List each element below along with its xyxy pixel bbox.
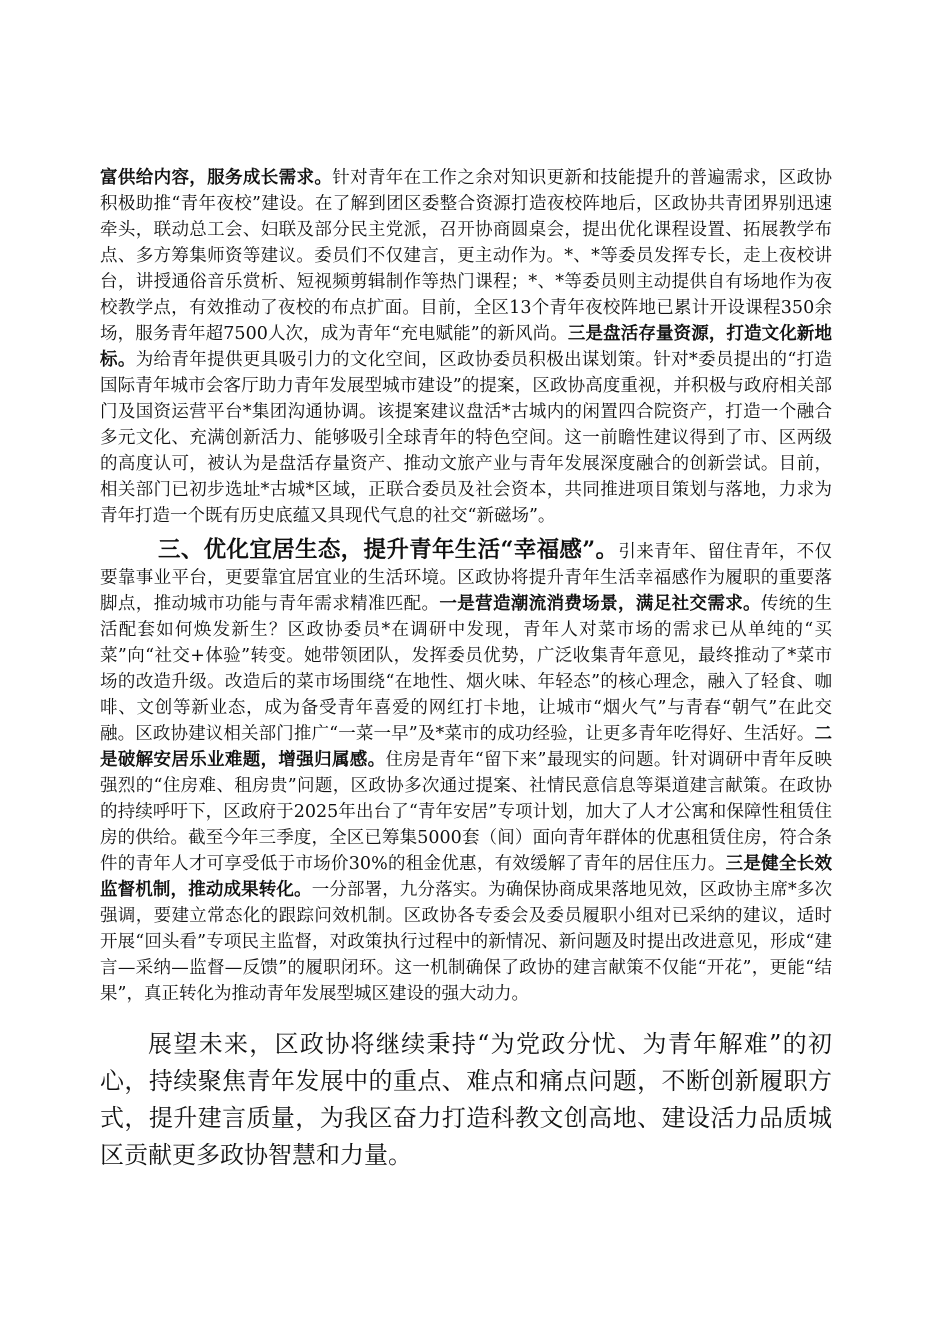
bold-lead-phrase: 三是健全长效监督机制，推动成果转化。 [100, 854, 832, 900]
bold-lead-phrase: 二是破解安居乐业难题，增强归属感。 [100, 724, 832, 770]
body-paragraph-night-school [100, 165, 832, 529]
bold-lead-phrase: 三是盘活存量资源，打造文化新地标。 [100, 324, 833, 370]
body-paragraph-livable-ecology [100, 537, 832, 1007]
paragraph-text: 一分部署，九分落实。为确保协商成果落地见效，区政协主席*多次强调，要建立常态化的跟踪问效机制。区政协各专委会及委员履职小组对已采纳的建议，适时开展“回头看”专项民主监督，对政策执行过程中的新情况、新问题及时提出改进意见，形成“建言—采纳—监督—反馈”的履职闭环。这一机制确保了政协的建言献策不仅能“开花”，更能“结果”，真正转化为推动青年发展型城区建设的强大动力。 [100, 880, 833, 1004]
paragraph-text: 引来青年、留住青年，不仅要靠事业平台，更要靠宜居宜业的生活环境。区政协将提升青年生活幸福感作为履职的重要落脚点，推动城市功能与青年需求精准匹配。 [100, 542, 833, 614]
section-heading: 三、优化宜居生态，提升青年生活“幸福感”。 [158, 537, 619, 563]
paragraph-text: 针对青年在工作之余对知识更新和技能提升的普遍需求，区政协积极助推“青年夜校”建设。在了解到团区委整合资源打造夜校阵地后，区政协共青团界别迅速牵头，联动总工会、妇联及部分民主党派，召开协商圆桌会，提出优化课程设置、拓展教学布点、多方筹集师资等建议。委员们不仅建言，更主动作为。*、*等委员发挥专长，走上夜校讲台，讲授通俗音乐赏析、短视频剪辑制作等热门课程；*、*等委员则主动提供自有场地作为夜校教学点，有效推动了夜校的布点扩面。目前，全区13个青年夜校阵地已累计开设课程350余场，服务青年超7500人次，成为青年“充电赋能”的新风尚。 [100, 168, 833, 344]
bold-lead-phrase: 富供给内容，服务成长需求。 [100, 168, 333, 188]
closing-text: 展望未来，区政协将继续秉持“为党政分忧、为青年解难”的初心，持续聚焦青年发展中的重点、难点和痛点问题，不断创新履职方式，提升建言质量，为我区奋力打造科教文创高地、建设活力品质城区贡献更多政协智慧和力量。 [100, 1030, 832, 1169]
paragraph-text: 为给青年提供更具吸引力的文化空间，区政协委员积极出谋划策。针对*委员提出的“打造国际青年城市会客厅助力青年发展型城市建设”的提案，区政协高度重视，并积极与政府相关部门及国资运营平台*集团沟通协调。该提案建议盘活*古城内的闲置四合院资产，打造一个融合多元文化、充满创新活力、能够吸引全球青年的特色空间。这一前瞻性建议得到了市、区两级的高度认可，被认为是盘活存量资产、推动文旅产业与青年发展深度融合的创新尝试。目前，相关部门已初步选址*古城*区域，正联合委员及社会资本，共同推进项目策划与落地，力求为青年打造一个既有历史底蕴又具现代气息的社交“新磁场”。 [100, 350, 832, 526]
paragraph-text: 传统的生活配套如何焕发新生？区政协委员*在调研中发现，青年人对菜市场的需求已从单纯的“买菜”向“社交+体验”转变。她带领团队，发挥委员优势，广泛收集青年意见，最终推动了*菜市场的改造升级。改造后的菜市场围绕“在地性、烟火味、年轻态”的核心理念，融入了轻食、咖啡、文创等新业态，成为备受青年喜爱的网红打卡地，让城市“烟火气”与青春“朝气”在此交融。区政协建议相关部门推广“一菜一早”及*菜市的成功经验，让更多青年吃得好、生活好。 [100, 594, 833, 744]
paragraph-text: 住房是青年“留下来”最现实的问题。针对调研中青年反映强烈的“住房难、租房贵”问题，区政协多次通过提案、社情民意信息等渠道建言献策。在政协的持续呼吁下，区政府于2025年出台了“青年安居”专项计划，加大了人才公寓和保障性租赁住房的供给。截至今年三季度，全区已筹集5000套（间）面向青年群体的优惠租赁住房，符合条件的青年人才可享受低于市场价30%的租金优惠，有效缓解了青年的居住压力。 [100, 750, 832, 874]
closing-paragraph [100, 1026, 832, 1174]
bold-lead-phrase: 一是营造潮流消费场景，满足社交需求。 [439, 594, 761, 614]
